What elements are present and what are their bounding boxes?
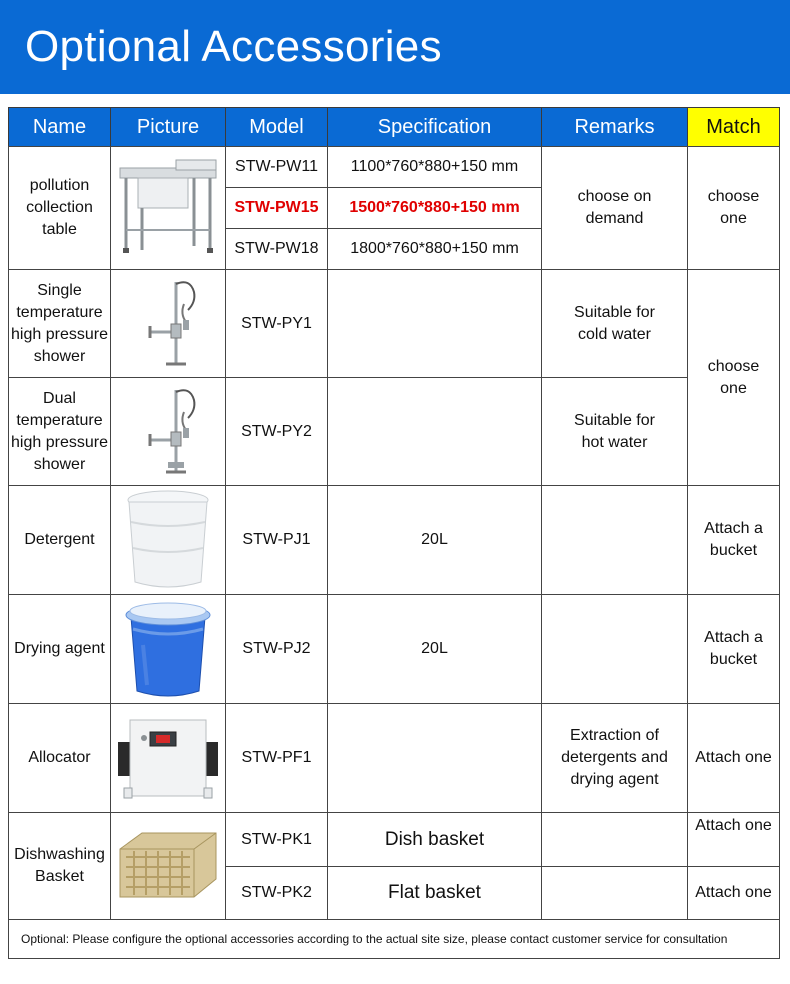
white-bucket-icon <box>123 488 213 592</box>
page-title: Optional Accessories <box>25 22 442 71</box>
row-single-shower-picture <box>110 269 226 378</box>
row-basket-model-1: STW-PK1 <box>225 812 328 867</box>
row-basket-spec-2: Flat basket <box>327 866 542 920</box>
row-drying-model: STW-PJ2 <box>225 594 328 704</box>
row-basket-name: Dishwashing Basket <box>8 812 111 920</box>
title-banner <box>0 0 790 94</box>
spray-faucet-icon <box>128 274 208 374</box>
header-picture: Picture <box>110 107 226 147</box>
row-pollution-remarks: choose on demand <box>541 146 688 270</box>
row-allocator-model: STW-PF1 <box>225 703 328 813</box>
dispenser-box-icon <box>116 712 220 804</box>
blue-bucket-icon <box>123 597 213 701</box>
row-drying-remarks <box>541 594 688 704</box>
row-allocator-spec <box>327 703 542 813</box>
row-basket-match-2: Attach one <box>687 866 780 920</box>
footer-note: Optional: Please configure the optional accessories according to the actual site size, please contact customer service for consultation <box>8 919 780 959</box>
row-detergent-name: Detergent <box>8 485 111 595</box>
row-single-shower-spec <box>327 269 542 378</box>
header-name: Name <box>8 107 111 147</box>
spray-faucet-icon <box>128 382 208 482</box>
row-drying-name: Drying agent <box>8 594 111 704</box>
header-model: Model <box>225 107 328 147</box>
row-allocator-match: Attach one <box>687 703 780 813</box>
row-single-shower-name: Single temperature high pressure shower <box>8 269 111 378</box>
row-dual-shower-spec <box>327 377 542 486</box>
row-basket-match-1: Attach one <box>687 812 780 867</box>
row-detergent-match: Attach a bucket <box>687 485 780 595</box>
row-detergent-picture <box>110 485 226 595</box>
row-pollution-model-1: STW-PW11 <box>225 146 328 188</box>
row-pollution-model-2: STW-PW15 <box>225 187 328 229</box>
row-pollution-spec-2: 1500*760*880+150 mm <box>327 187 542 229</box>
header-match: Match <box>687 107 780 147</box>
row-pollution-spec-1: 1100*760*880+150 mm <box>327 146 542 188</box>
row-pollution-name: pollution collection table <box>8 146 111 270</box>
row-detergent-model: STW-PJ1 <box>225 485 328 595</box>
row-allocator-name: Allocator <box>8 703 111 813</box>
row-basket-picture <box>110 812 226 920</box>
row-single-shower-remarks: Suitable for cold water <box>541 269 688 378</box>
row-basket-remarks-1 <box>541 812 688 867</box>
row-dual-shower-name: Dual temperature high pressure shower <box>8 377 111 486</box>
row-pollution-spec-3: 1800*760*880+150 mm <box>327 228 542 270</box>
row-basket-spec-1: Dish basket <box>327 812 542 867</box>
header-remarks: Remarks <box>541 107 688 147</box>
row-drying-match: Attach a bucket <box>687 594 780 704</box>
row-drying-picture <box>110 594 226 704</box>
row-shower-match: choose one <box>687 269 780 486</box>
row-allocator-picture <box>110 703 226 813</box>
row-single-shower-model: STW-PY1 <box>225 269 328 378</box>
row-allocator-remarks: Extraction of detergents and drying agent <box>541 703 688 813</box>
row-pollution-match: choose one <box>687 146 780 270</box>
header-specification: Specification <box>327 107 542 147</box>
row-dual-shower-picture <box>110 377 226 486</box>
dish-rack-icon <box>116 831 220 901</box>
row-dual-shower-model: STW-PY2 <box>225 377 328 486</box>
row-detergent-remarks <box>541 485 688 595</box>
row-detergent-spec: 20L <box>327 485 542 595</box>
row-dual-shower-remarks: Suitable for hot water <box>541 377 688 486</box>
stainless-table-icon <box>116 158 220 258</box>
row-basket-remarks-2 <box>541 866 688 920</box>
row-pollution-model-3: STW-PW18 <box>225 228 328 270</box>
row-drying-spec: 20L <box>327 594 542 704</box>
row-pollution-picture <box>110 146 226 270</box>
row-basket-model-2: STW-PK2 <box>225 866 328 920</box>
